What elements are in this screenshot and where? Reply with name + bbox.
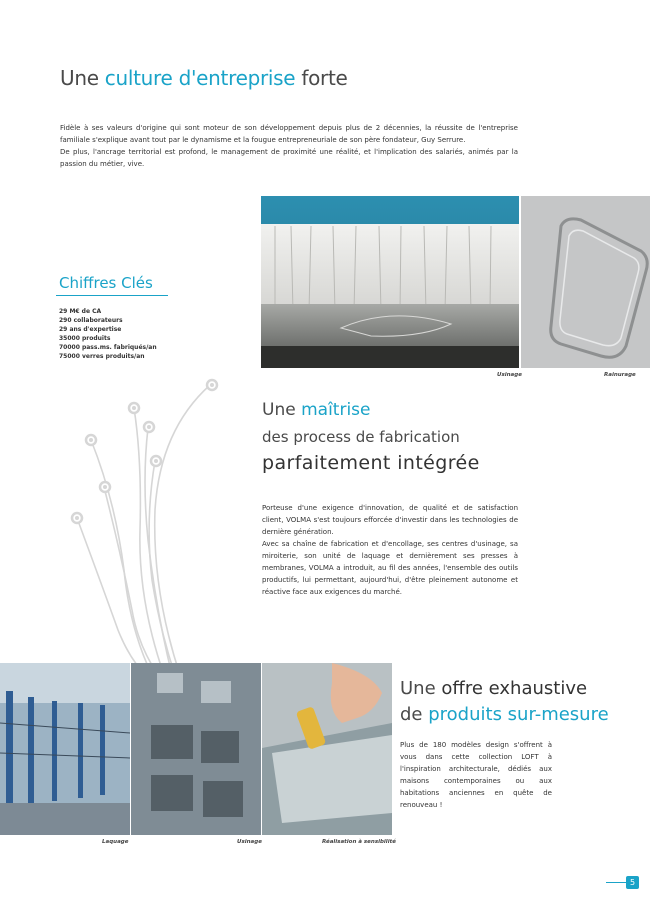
decorative-branches-graphic	[60, 370, 240, 675]
chiffre-item: 290 collaborateurs	[59, 317, 123, 324]
page-number: 5	[626, 876, 639, 889]
section1-title: Une culture d'entreprise forte	[60, 66, 348, 90]
realisation-hand-photo	[262, 663, 392, 835]
chiffres-cles-title: Chiffres Clés	[59, 274, 153, 292]
caption-usinage-top: Usinage	[497, 372, 522, 378]
caption-realisation: Réalisation à sensibilité	[322, 839, 396, 845]
section2-paragraph-2: Avec sa chaîne de fabrication et d'encollage, ses centres d'usinage, sa miroiterie, son unité de laquage et dernièrement ses presses à membranes, VOLMA a introduit, au fil des années, l'ensemble des outils productifs, lui permettant, aujourd'hui, d'être pleinement autonome et réactive face aux exigences du marché.	[262, 540, 518, 596]
section2-body	[262, 502, 518, 598]
chiffres-divider	[56, 295, 168, 296]
section3-title-line1: Une offre exhaustive	[400, 678, 588, 699]
chiffres-list	[59, 307, 157, 361]
section1-intro	[60, 122, 518, 170]
chiffre-item: 70000 pass.ms. fabriqués/an	[59, 344, 157, 351]
section2-subtitle-bold: parfaitement intégrée	[262, 452, 480, 474]
section3-title-line2: de produits sur-mesure	[400, 704, 609, 725]
section3-title-emphasis: offre exhaustive	[441, 678, 588, 699]
rainurage-photo	[521, 196, 650, 368]
chiffre-item: 75000 verres produits/an	[59, 353, 145, 360]
section2-title: Une maîtrise	[262, 400, 371, 420]
usinage-machine-photo	[261, 196, 519, 368]
intro-paragraph-1: Fidèle à ses valeurs d'origine qui sont moteur de son développement depuis plus de 2 décennies, la réussite de l'entreprise familiale s'explique avant tout par le dynamisme et la fougue entrepreneuriale de son père fondateur, Guy Serrure.	[60, 124, 518, 144]
section2-subtitle: des process de fabrication	[262, 428, 460, 446]
chiffre-item: 35000 produits	[59, 335, 111, 342]
caption-usinage-bottom: Usinage	[237, 839, 262, 845]
page-number-line	[606, 882, 626, 883]
intro-paragraph-2: De plus, l'ancrage territorial est profond, le management de proximité une réalité, et l'implication des salariés, animés par la passion du métier, vive.	[60, 148, 518, 168]
section3-title-highlight: produits sur-mesure	[428, 704, 609, 725]
caption-rainurage: Rainurage	[604, 372, 636, 378]
usinage-panel-photo	[131, 663, 261, 835]
laquage-photo	[0, 663, 130, 835]
section3-body: Plus de 180 modèles design s'offrent à vous dans cette collection LOFT à l'inspiration architecturale, dédiés aux maisons contemporaines ou aux habitations anciennes en quête de renouveau !	[400, 741, 552, 809]
chiffre-item: 29 ans d'expertise	[59, 326, 122, 333]
section1-title-highlight: culture d'entreprise	[104, 66, 296, 90]
section2-paragraph-1: Porteuse d'une exigence d'innovation, de qualité et de satisfaction client, VOLMA s'est toujours efforcée d'investir dans les technologies de dernière génération.	[262, 504, 518, 536]
caption-laquage: Laquage	[102, 839, 129, 845]
section2-title-highlight: maîtrise	[301, 400, 371, 420]
chiffre-item: 29 M€ de CA	[59, 308, 102, 315]
